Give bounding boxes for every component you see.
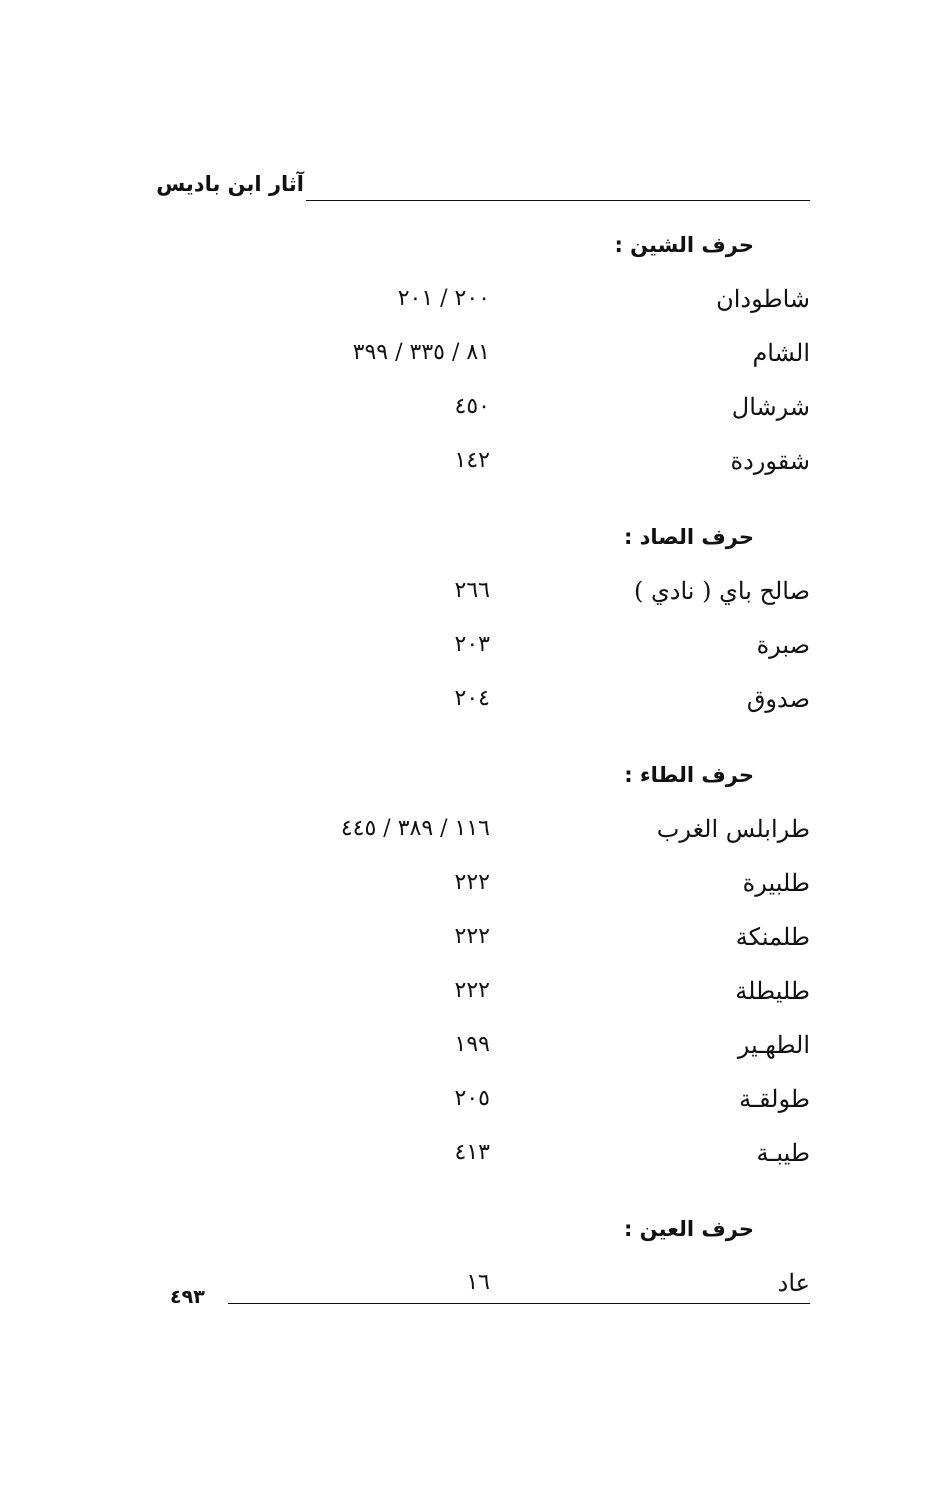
footer-rule <box>228 1303 810 1304</box>
entry-pages: ٢٠٥ <box>454 1086 490 1111</box>
page-number: ٤٩٣ <box>170 1286 205 1308</box>
entry-pages: ٢٠٤ <box>454 686 490 711</box>
section-sheen <box>168 218 810 488</box>
entry-term: طليطلة <box>735 977 810 1005</box>
index-entry <box>168 272 810 326</box>
entry-term: صدوق <box>746 685 810 713</box>
entry-term: صبرة <box>756 631 810 659</box>
index-entry <box>168 618 810 672</box>
entry-term: عاد <box>777 1269 810 1297</box>
entry-pages: ٢٠٣ <box>454 632 490 657</box>
section-gap <box>168 488 810 510</box>
entry-term: شرشال <box>731 393 810 421</box>
index-entry <box>168 1126 810 1180</box>
entry-term: الطهـير <box>737 1031 810 1059</box>
section-gap <box>168 1180 810 1202</box>
section-heading: حرف الصاد : <box>623 525 754 549</box>
entry-pages: ٢٢٢ <box>454 978 490 1003</box>
entry-pages: ١٦ <box>466 1270 490 1295</box>
entry-pages: ٢٢٢ <box>454 870 490 895</box>
section-saad <box>168 510 810 726</box>
entry-pages: ١٩٩ <box>454 1032 490 1057</box>
entry-term: طولقـة <box>739 1085 810 1113</box>
section-heading: حرف الشين : <box>614 233 754 257</box>
index-entry <box>168 1018 810 1072</box>
entry-term: صالح باي ( نادي ) <box>634 577 810 605</box>
entry-term: طلمنكة <box>735 923 810 951</box>
entry-term: شاطودان <box>716 285 810 313</box>
index-entry <box>168 856 810 910</box>
section-heading: حرف العين : <box>623 1217 754 1241</box>
section-gap <box>168 726 810 748</box>
entry-term: طلبيرة <box>742 869 810 897</box>
entry-term: شقوردة <box>730 447 810 475</box>
index-entry <box>168 326 810 380</box>
entry-pages: ٤٥٠ <box>454 394 490 419</box>
index-entry <box>168 802 810 856</box>
index-list <box>168 218 810 1310</box>
section-taa <box>168 748 810 1180</box>
index-entry <box>168 564 810 618</box>
entry-term: طرابلس الغرب <box>656 815 810 843</box>
entry-pages: ٨١ / ٣٣٥ / ٣٩٩ <box>352 340 490 365</box>
entry-term: الشام <box>752 339 810 367</box>
index-entry <box>168 1072 810 1126</box>
section-heading: حرف الطاء : <box>624 763 754 787</box>
entry-term: طيبـة <box>756 1139 810 1167</box>
entry-pages: ٤١٣ <box>454 1140 490 1165</box>
entry-pages: ١١٦ / ٣٨٩ / ٤٤٥ <box>340 816 490 841</box>
index-entry <box>168 672 810 726</box>
index-entry <box>168 434 810 488</box>
running-title: آثار ابن باديس <box>156 172 304 196</box>
index-entry <box>168 380 810 434</box>
entry-pages: ٢٢٢ <box>454 924 490 949</box>
entry-pages: ٢٠٠ / ٢٠١ <box>397 286 490 311</box>
page-header <box>156 172 810 208</box>
index-entry <box>168 964 810 1018</box>
header-rule <box>306 200 810 201</box>
index-entry <box>168 910 810 964</box>
entry-pages: ٢٦٦ <box>454 578 490 603</box>
entry-pages: ١٤٢ <box>454 448 490 473</box>
page-footer <box>168 1286 810 1316</box>
